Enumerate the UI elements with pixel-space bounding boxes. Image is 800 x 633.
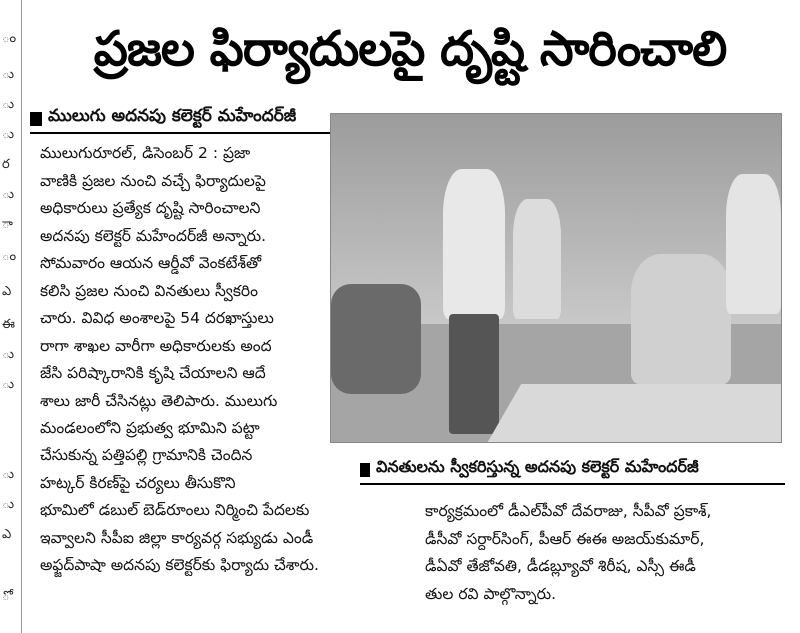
- body-line: ములుగురూరల్, డిసెంబర్ 2 : ప్రజా: [40, 144, 251, 162]
- edge-glyph: ు: [2, 67, 15, 82]
- body-line: చేసుకున్న పత్తిపల్లి గ్రామానికి చెందిన: [40, 446, 253, 464]
- photo-person-second: [513, 199, 561, 319]
- body-line: డీఏవో తేజోవతి, డీడబ్ల్యూవో శిరీష, ఎస్సీ ఈడీ: [425, 557, 696, 575]
- edge-glyph: ర: [2, 157, 10, 172]
- photo-person-standing: [443, 169, 505, 319]
- edge-glyph: ం: [2, 249, 17, 264]
- edge-glyph: ు: [2, 187, 15, 202]
- edge-glyph: ు: [2, 467, 15, 482]
- body-line: తుల రవి పాల్గొన్నారు.: [425, 584, 557, 603]
- news-photo: [330, 113, 782, 443]
- edge-glyph: ఎ: [2, 284, 12, 299]
- edge-glyph: ు: [2, 347, 15, 362]
- photo-desk: [481, 384, 782, 443]
- body-line: అఫ్జద్‌పాషా అదనపు కలెక్టర్‌కు ఫిర్యాదు చేశారు.: [40, 556, 319, 574]
- edge-glyph: ఎ: [2, 527, 12, 542]
- photo-person-right: [726, 174, 781, 314]
- body-line: కలిసి ప్రజల నుంచి వినతులు స్వీకరిం: [40, 281, 258, 300]
- headline: ప్రజల ఫిర్యాదులపై దృష్టి సారించాలి: [93, 21, 727, 77]
- edge-glyph: ు: [2, 127, 15, 142]
- body-line: డీసీవో సర్దార్‌సింగ్, పీఆర్ ఈఈ అజయ్‌కుమార్,: [425, 529, 705, 548]
- body-line: మండలంలోని ప్రభుత్వ భూమిని పట్టా: [40, 419, 260, 437]
- edge-glyph: ా: [2, 217, 13, 232]
- subhead: ములుగు అదనపు కలెక్టర్ మహేందర్‌జీ: [48, 106, 297, 126]
- photo-seated-group: [331, 284, 421, 394]
- body-line: రాగా శాఖల వారీగా అధికారులకు అంద: [40, 336, 272, 355]
- subhead-marker: [30, 112, 42, 126]
- body-line: చారు. వివిధ అంశాలపై 54 దరఖాస్తులు: [40, 309, 274, 327]
- edge-glyph: ో: [2, 589, 10, 604]
- edge-glyph: ఈ: [2, 317, 15, 332]
- photo-caption: వినతులను స్వీకరిస్తున్న అదనపు కలెక్టర్ మహేందర్‌జీ: [376, 457, 699, 476]
- edge-glyph: ు: [2, 97, 15, 112]
- body-line: శాలు జారీ చేసినట్లు తెలిపారు. ములుగు: [40, 391, 278, 410]
- edge-glyph: ు: [2, 497, 15, 512]
- body-line: అధికారులు ప్రత్యేక దృష్టి సారించాలని: [40, 199, 261, 217]
- body-line: ఇవ్వాలని సీపీఐ జిల్లా కార్యవర్గ సభ్యుడు ఎండీ: [40, 528, 314, 547]
- subhead-block: [30, 104, 330, 134]
- body-line: భూమిలో డబుల్ బెడ్‌రూంలు నిర్మించి పేదలకు: [40, 501, 310, 519]
- body-line: సోమవారం ఆయన ఆర్డీవో వెంకటేశ్‌తో: [40, 254, 262, 272]
- body-line: జేసి పరిష్కారానికి కృషి చేయాలని ఆదే: [40, 364, 266, 382]
- adjacent-column-fragment: [0, 0, 22, 633]
- photo-person-standing-legs: [449, 314, 499, 434]
- body-line: వాణికి ప్రజల నుంచి వచ్చే ఫిర్యాదులపై: [40, 171, 266, 190]
- body-line: హట్కర్ కిరణ్‌పై చర్యలు తీసుకొని: [40, 473, 236, 492]
- body-line: కార్యక్రమంలో డీఎల్‌పీవో దేవరాజు, సీపీవో ప్రకాశ్,: [425, 502, 712, 520]
- article-body-narrow: [40, 140, 325, 443]
- edge-glyph: ం: [2, 31, 17, 46]
- article-body-right: [425, 498, 785, 608]
- edge-glyph: ు: [2, 377, 15, 392]
- photo-person-officer: [631, 254, 731, 384]
- body-line: అదనపు కలెక్టర్ మహేందర్‌జీ అన్నారు.: [40, 226, 267, 245]
- photo-caption-block: [360, 455, 785, 485]
- article-body-wide: [40, 442, 420, 580]
